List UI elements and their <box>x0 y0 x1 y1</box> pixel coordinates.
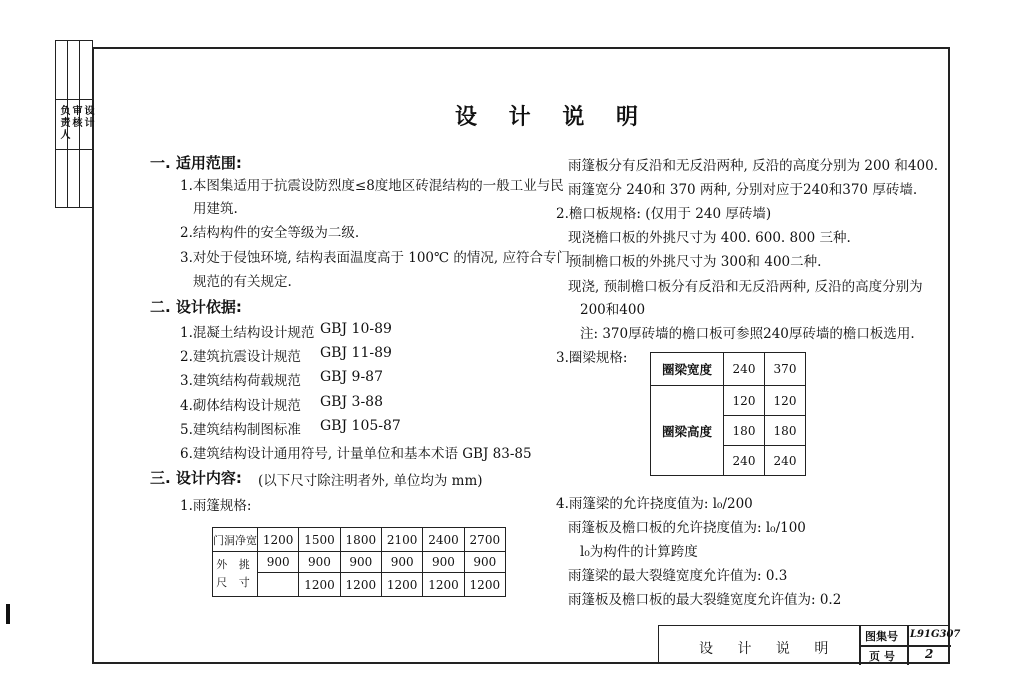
strip-label-1: 负责人 <box>58 105 69 141</box>
spec-code: GBJ 3-88 <box>320 394 383 410</box>
section1-heading: 一. 适用范围: <box>150 154 242 172</box>
spec-name: 3.建筑结构荷载规范 <box>180 373 301 389</box>
sec1-line: 3.对处于侵蚀环境, 结构表面温度高于 100℃ 的情况, 应符合专门 <box>180 250 570 266</box>
table-cell: 门洞净宽 <box>213 528 258 552</box>
right-line: 现浇檐口板的外挑尺寸为 400. 600. 800 三种. <box>568 230 851 246</box>
sec1-line: 用建筑. <box>193 201 238 217</box>
ring-beam-table <box>650 352 806 476</box>
deflection-spec-title: 4.雨篷梁的允许挠度值为: l₀/200 <box>556 496 753 512</box>
table-cell: 180 <box>724 416 765 446</box>
table-cell: 900 <box>299 552 340 573</box>
right-line: 现浇, 预制檐口板分有反沿和无反沿两种, 反沿的高度分别为 <box>568 279 923 295</box>
table-cell: 240 <box>724 353 765 386</box>
atlas-no-label: 图集号 <box>865 630 898 643</box>
spec-code: GBJ 11-89 <box>320 345 392 361</box>
canopy-spec-title: 1.雨篷规格: <box>180 498 252 514</box>
right-line: 雨篷梁的最大裂缝宽度允许值为: 0.3 <box>568 568 788 584</box>
table-cell: 1200 <box>299 573 340 597</box>
table-cell: 2400 <box>423 528 464 552</box>
section3-note: (以下尺寸除注明者外, 单位均为 mm) <box>258 473 483 489</box>
spec-code: GBJ 10-89 <box>320 321 392 337</box>
right-line: 预制檐口板的外挑尺寸为 300和 400二种. <box>568 254 822 270</box>
table-cell: 1800 <box>340 528 381 552</box>
right-line: l₀为构件的计算跨度 <box>580 544 698 560</box>
right-line: 雨篷板及檐口板的允许挠度值为: l₀/100 <box>568 520 806 536</box>
atlas-no-value: L91G307 <box>910 629 961 640</box>
table-cell: 180 <box>765 416 806 446</box>
spec-code: GBJ 105-87 <box>320 418 401 434</box>
sec1-line: 规范的有关规定. <box>193 274 292 290</box>
right-note: 注: 370厚砖墙的檐口板可参照240厚砖墙的檐口板选用. <box>580 326 915 342</box>
sec1-line: 2.结构构件的安全等级为二级. <box>180 225 360 241</box>
table-cell: 1200 <box>381 573 422 597</box>
canopy-table <box>212 527 506 597</box>
overhang-label-a: 外 挑 <box>216 558 254 571</box>
table-cell: 900 <box>464 552 505 573</box>
section3-heading: 三. 设计内容: <box>150 469 242 487</box>
eave-spec-title: 2.檐口板规格: (仅用于 240 厚砖墙) <box>556 206 772 222</box>
table-cell: 1200 <box>340 573 381 597</box>
signature-strip <box>55 40 93 208</box>
page-no-value: 2 <box>925 647 934 661</box>
right-line: 雨篷宽分 240和 370 两种, 分别对应于240和370 厚砖墙. <box>568 182 918 198</box>
sec1-line: 1.本图集适用于抗震设防烈度≤8度地区砖混结构的一般工业与民 <box>180 178 564 194</box>
table-cell: 1200 <box>258 528 299 552</box>
section2-heading: 二. 设计依据: <box>150 298 242 316</box>
right-line: 雨篷板分有反沿和无反沿两种, 反沿的高度分别为 200 和400. <box>568 158 938 174</box>
spec-item-6: 6.建筑结构设计通用符号, 计量单位和基本术语 GBJ 83-85 <box>180 446 532 462</box>
table-cell <box>213 552 258 597</box>
title-block-name: 设 计 说 明 <box>699 641 839 657</box>
page-title: 设 计 说 明 <box>455 105 650 130</box>
strip-label-2: 审核 <box>70 105 81 129</box>
table-cell: 1500 <box>299 528 340 552</box>
table-cell: 2100 <box>381 528 422 552</box>
right-line: 雨篷板及檐口板的最大裂缝宽度允许值为: 0.2 <box>568 592 842 608</box>
scan-mark <box>6 604 10 624</box>
right-line: 200和400 <box>580 302 646 318</box>
spec-name: 4.砌体结构设计规范 <box>180 398 301 414</box>
table-cell: 240 <box>765 446 806 476</box>
table-cell: 圈梁高度 <box>651 386 724 476</box>
spec-name: 2.建筑抗震设计规范 <box>180 349 301 365</box>
strip-label-3: 设计 <box>82 105 93 129</box>
spec-name: 1.混凝土结构设计规范 <box>180 325 315 341</box>
table-cell <box>258 573 299 597</box>
table-cell: 1200 <box>423 573 464 597</box>
spec-name: 5.建筑结构制图标准 <box>180 422 301 438</box>
table-cell: 120 <box>765 386 806 416</box>
table-cell: 900 <box>423 552 464 573</box>
table-cell: 2700 <box>464 528 505 552</box>
table-cell: 圈梁宽度 <box>651 353 724 386</box>
table-cell: 900 <box>258 552 299 573</box>
ring-beam-spec-title: 3.圈梁规格: <box>556 350 628 366</box>
title-block <box>658 625 961 664</box>
spec-code: GBJ 9-87 <box>320 369 383 385</box>
table-cell: 240 <box>724 446 765 476</box>
table-cell: 1200 <box>464 573 505 597</box>
table-cell: 900 <box>381 552 422 573</box>
table-cell: 370 <box>765 353 806 386</box>
overhang-label-b: 尺 寸 <box>216 576 254 589</box>
page-no-label: 页 号 <box>869 650 895 663</box>
table-cell: 120 <box>724 386 765 416</box>
table-cell: 900 <box>340 552 381 573</box>
